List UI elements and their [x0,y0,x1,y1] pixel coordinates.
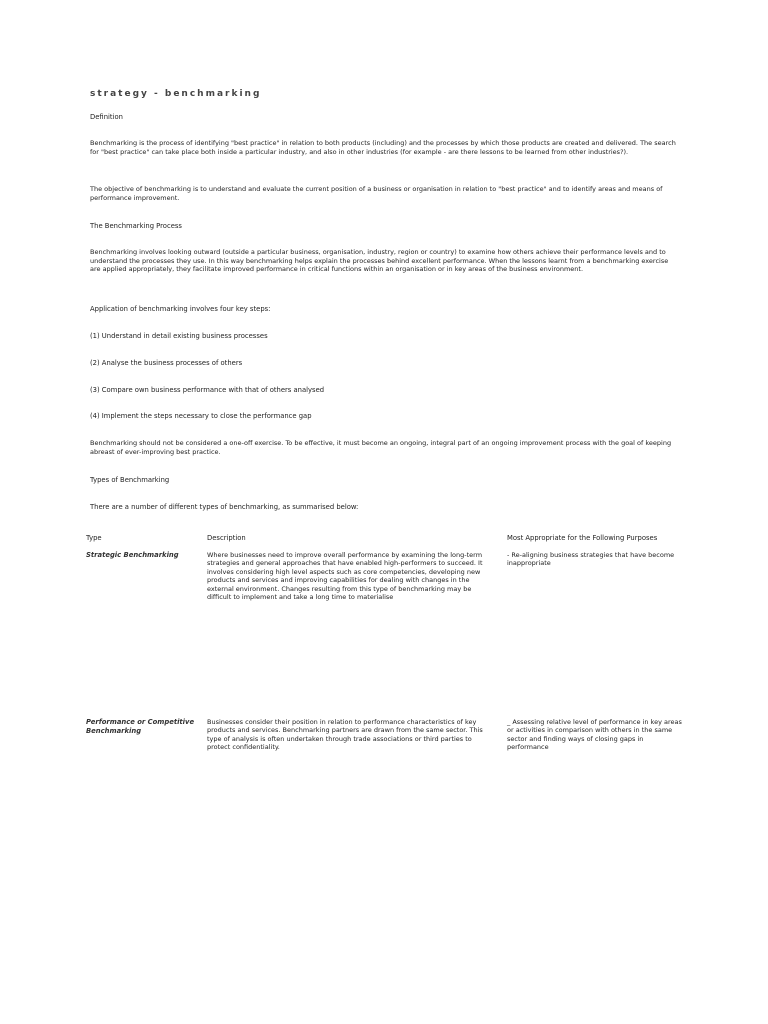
process-paragraph: Benchmarking involves looking outward (outside a particular business, organisation, industry, region or country) to examine how others achieve their performance levels and to understand the processes they use. In this way benchmarking helps explain the processes behind excellent performance. When the lessons learnt from a benchmarking exercise are applied appropriately, they facilitate improved performance in critical functions within an organisation or in key areas of the business environment. [90,248,669,274]
application-paragraph: Application of benchmarking involves four key steps: [90,305,271,313]
step-item: (4) Implement the steps necessary to close the performance gap [90,412,312,420]
row-description: Businesses consider their position in relation to performance characteristics of key products and services. Benchmarking partners are drawn from the same sector. This type of analysis is often undertaken through trade associations or third parties to protect confidentiality. [207,718,483,752]
row-type: Performance or Competitive Benchmarking [86,718,195,735]
row-type: Strategic Benchmarking [86,551,179,559]
step-item: (3) Compare own business performance with that of others analysed [90,386,325,394]
step-item: (2) Analyse the business processes of others [90,359,243,367]
definition-heading: Definition [90,113,123,121]
table-header-description: Description [207,534,246,542]
types-heading: Types of Benchmarking [90,476,170,484]
row-purpose: - Re-aligning business strategies that have become inappropriate [507,551,675,568]
objective-paragraph: The objective of benchmarking is to understand and evaluate the current position of a business or organisation in relation to "best practice" and to identify areas and means of performance improvement. [90,185,663,202]
ongoing-paragraph: Benchmarking should not be considered a one-off exercise. To be effective, it must become an ongoing, integral part of an ongoing improvement process with the goal of keeping abreast of ever-improving best practice. [90,439,672,456]
process-heading: The Benchmarking Process [90,222,182,230]
row-purpose: _ Assessing relative level of performance in key areas or activities in comparison with others in the same sector and finding ways of closing gaps in performance [507,718,682,752]
page-title: strategy - benchmarking [90,89,262,99]
table-header-purpose: Most Appropriate for the Following Purposes [507,534,658,542]
types-intro: There are a number of different types of benchmarking, as summarised below: [90,503,359,511]
table-header-type: Type [86,534,102,542]
definition-paragraph: Benchmarking is the process of identifying "best practice" in relation to both products (including) and the processes by which those products are created and delivered. The search for "best practice" can take place both inside a particular industry, and also in other industries (for example - are there lessons to be learned from other industries?). [90,139,676,156]
step-item: (1) Understand in detail existing business processes [90,332,268,340]
row-description: Where businesses need to improve overall performance by examining the long-term strategies and general approaches that have enabled high-performers to succeed. It involves considering high level aspects such as core competencies, developing new products and services and improving capabilities for dealing with changes in the external environment. Changes resulting from this type of benchmarking may be difficult to implement and take a long time to materialise [207,551,483,602]
